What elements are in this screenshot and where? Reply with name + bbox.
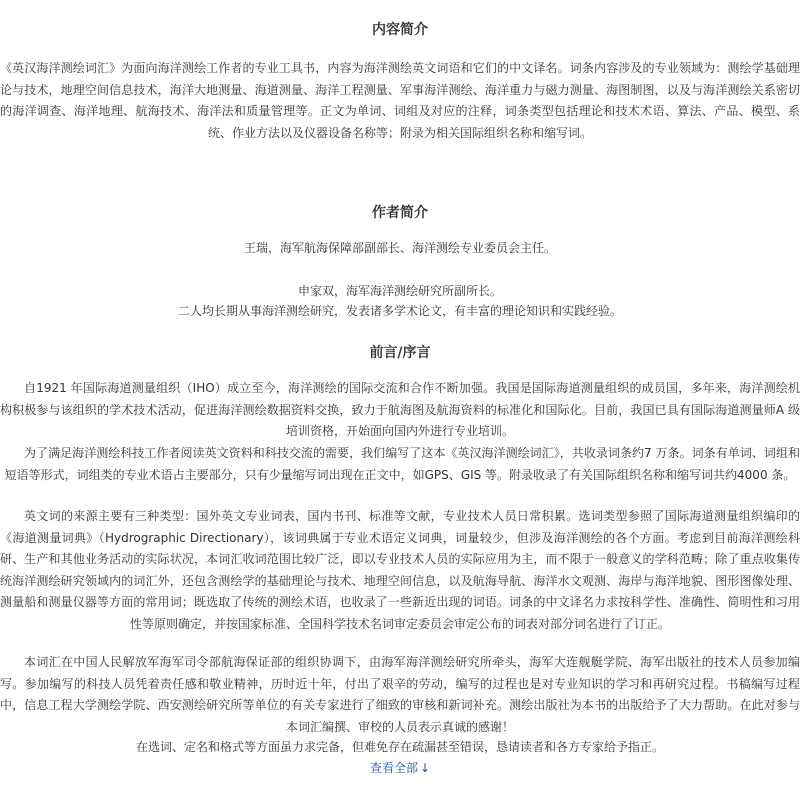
preface-paragraph-4: 本词汇在中国人民解放军海军司令部航海保证部的组织协调下，由海军海洋测绘研究所牵头，海军大连舰艇学院、海军出版社的技术人员参加编写。参加编写的科技人员凭着责任感和敬业精神，历时近十年，付出了艰辛的劳动，编写的过程也是对专业知识的学习和再研究过程。书稿编写过程中，信息工程大学测绘学院、西安测绘研究所等单位的有关专家进行了细致的审核和新词补充。测绘出版社为本书的出版给予了大力帮助。在此对参与本词汇编撰、审校的人员表示真诚的感谢！	[0, 655, 800, 734]
arrow-down-icon: ↓	[419, 761, 431, 775]
view-all-link[interactable]	[0, 759, 800, 776]
view-all-label: 查看全部	[369, 761, 418, 775]
author-line-experience: 二人均长期从事海洋测绘研究，发表诸多学术论文，有丰富的理论知识和实践经验。	[177, 304, 622, 318]
preface-paragraph-2: 为了满足海洋测绘科技工作者阅读英文资料和科技交流的需要，我们编写了这本《英汉海洋测绘词汇》，共收录词条约7 万条。词条有单词、词组和短语等形式，词组类的专业术语占主要部分，只有少量缩写词出现在正文中，如GPS、GIS 等。附录收录了有关国际组织名称和缩写词共约4000 条。	[4, 446, 800, 482]
preface-heading: 前言/序言	[369, 345, 431, 361]
author-intro-heading: 作者简介	[372, 205, 428, 221]
content-intro-heading: 内容简介	[372, 22, 428, 38]
author-line-wang-rui: 王瑞，海军航海保障部副部长、海洋测绘专业委员会主任。	[243, 241, 556, 255]
author-line-shen-jiashuang: 申家双，海军海洋测绘研究所副所长。	[297, 284, 502, 298]
content-intro-paragraph: 《英汉海洋测绘词汇》为面向海洋测绘工作者的专业工具书，内容为海洋测绘英文词语和它们的中文译名。词条内容涉及的专业领域为：测绘学基础理论与技术，地理空间信息技术，海洋大地测量、海道测量、海洋工程测量、军事海洋测绘、海洋重力与磁力测量、海图制图，以及与海洋测绘关系密切的海洋调查、海洋地理、航海技术、海洋法和质量管理等。正文为单词、词组及对应的注释，词条类型包括理论和技术术语、算法、产品、模型、系统、作业方法以及仪器设备名称等；附录为相关国际组织名称和缩写词。	[0, 61, 800, 140]
preface-paragraph-1: 自1921 年国际海道测量组织（IHO）成立至今，海洋测绘的国际交流和合作不断加强。我国是国际海道测量组织的成员国，多年来，海洋测绘机构积极参与该组织的学术技术活动，促进海洋测绘数据资料交换，致力于航海图及航海资料的标准化和国际化。目前，我国已具有国际海道测量师A 级培训资格，开始面向国内外进行专业培训。	[0, 381, 800, 439]
preface-paragraph-3: 英文词的来源主要有三种类型：国外英文专业词表，国内书刊、标准等文献，专业技术人员日常积累。选词类型参照了国际海道测量组织编印的《海道测量词典》（Hydrographic Directionary），该词典属于专业术语定义词典，词量较少，但涉及海洋测绘的各个方面。考虑到目前海洋测绘科研、生产和其他业务活动的实际状况，本词汇收词范围比较广泛，即以专业技术人员的实际应用为主，而不限于一般意义的学科范畴；除了重点收集传统海洋测绘研究领域内的词汇外，还包含测绘学的基础理论与技术、地理空间信息，以及航海导航、海洋水文观测、海岸与海洋地貌、图形图像处理、测量船和测量仪器等方面的常用词；既选取了传统的测绘术语，也收录了一些新近出现的词语。词条的中文译名力求按科学性、准确性、简明性和习用性等原则确定，并按国家标准、全国科学技术名词审定委员会审定公布的词表对部分词名进行了订正。	[0, 509, 800, 631]
preface-paragraph-5: 在选词、定名和格式等方面虽力求完备，但难免存在疏漏甚至错误，恳请读者和各方专家给予指正。	[135, 740, 664, 754]
